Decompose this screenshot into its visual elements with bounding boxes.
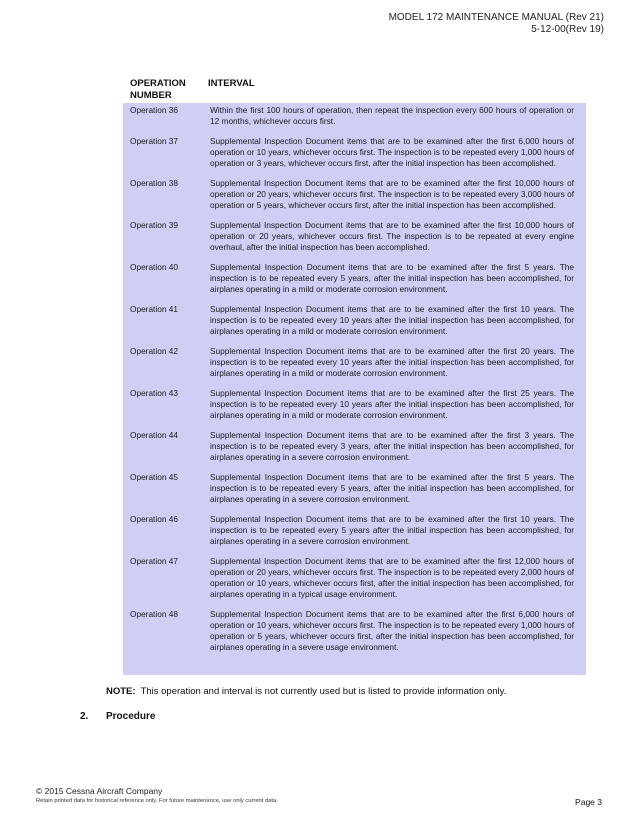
- disclaimer: Retain printed data for historical reference only. For future maintenance, use only current data.: [36, 798, 278, 804]
- operation-number: Operation 41: [130, 304, 178, 314]
- operation-number: Operation 37: [130, 136, 178, 146]
- table-row: [130, 556, 574, 600]
- operations-table: [123, 103, 586, 675]
- table-row: [130, 136, 574, 169]
- table-row: [130, 178, 574, 211]
- operation-number: Operation 42: [130, 346, 178, 356]
- table-row: [130, 346, 574, 379]
- operation-header-line2: NUMBER: [130, 89, 172, 101]
- table-row: [130, 514, 574, 547]
- operation-number: Operation 45: [130, 472, 178, 482]
- interval-text: Within the first 100 hours of operation, then repeat the inspection every 600 hours of operation or 12 months, whichever occurs first.: [210, 105, 574, 126]
- operation-number-header: [130, 78, 208, 101]
- table-row: [130, 304, 574, 337]
- interval-text: Supplemental Inspection Document items that are to be examined after the first 10 years. The inspection is to be repeated every 5 years after the initial inspection has been accomplished, for airplanes operating in a severe corrosion environment.: [210, 514, 574, 546]
- interval-text: Supplemental Inspection Document items that are to be examined after the first 5 years. The inspection is to be repeated every 5 years, after the initial inspection has been accomplished, for airplanes operating in a severe corrosion environment.: [210, 472, 574, 504]
- interval-text: Supplemental Inspection Document items that are to be examined after the first 5 years. The inspection is to be repeated every 5 years, after the initial inspection has been accomplished, for airplanes operating in a mild or moderate corrosion environment.: [210, 262, 574, 294]
- operation-number: Operation 40: [130, 262, 178, 272]
- page-header: [389, 12, 604, 36]
- operation-number: Operation 47: [130, 556, 178, 566]
- interval-text: Supplemental Inspection Document items that are to be examined after the first 10,000 hours of operation or 20 years, whichever occurs first. The inspection is to be repeated every 3,000 hours of operation or 5 years, whichever occurs first, after the initial inspection has been accomplished.: [210, 178, 574, 210]
- note-text: This operation and interval is not currently used but is listed to provide information only.: [140, 686, 507, 697]
- procedure-number: 2.: [80, 711, 89, 722]
- interval-text: Supplemental Inspection Document items that are to be examined after the first 25 years. The inspection is to be repeated every 10 years after the initial inspection has been accomplished, for airplanes operating in a mild or moderate corrosion environment.: [210, 388, 574, 420]
- note: [106, 686, 506, 697]
- interval-text: Supplemental Inspection Document items that are to be examined after the first 6,000 hours of operation or 10 years, whichever occurs first. The inspection is to be repeated every 1,000 hours of operation or 3 years, whichever occurs first, after the initial inspection has been accomplished.: [210, 136, 574, 168]
- interval-text: Supplemental Inspection Document items that are to be examined after the first 10,000 hours of operation or 20 years, whichever occurs first. The inspection is to be repeated at every engine overhaul, after the initial inspection has been accomplished.: [210, 220, 574, 252]
- procedure-heading: [80, 711, 155, 722]
- table-header: [130, 78, 586, 101]
- table-row: [130, 388, 574, 421]
- note-label: NOTE:: [106, 686, 136, 697]
- procedure-title: Procedure: [106, 711, 156, 722]
- interval-text: Supplemental Inspection Document items that are to be examined after the first 3 years. The inspection is to be repeated every 3 years, after the initial inspection has been accomplished, for airplanes operating in a severe corrosion environment.: [210, 430, 574, 462]
- table-row: [130, 609, 574, 653]
- operation-header-line1: OPERATION: [130, 78, 186, 89]
- table-row: [130, 262, 574, 295]
- operation-number: Operation 39: [130, 220, 178, 230]
- table-row: [130, 430, 574, 463]
- operation-number: Operation 44: [130, 430, 178, 440]
- interval-header: INTERVAL: [208, 78, 255, 89]
- operation-number: Operation 43: [130, 388, 178, 398]
- page-footer: [36, 786, 602, 807]
- table-row: [130, 472, 574, 505]
- operation-number: Operation 48: [130, 609, 178, 619]
- operation-number: Operation 46: [130, 514, 178, 524]
- interval-text: Supplemental Inspection Document items that are to be examined after the first 20 years. The inspection is to be repeated every 10 years after the initial inspection has been accomplished, for airplanes operating in a mild or moderate corrosion environment.: [210, 346, 574, 378]
- interval-text: Supplemental Inspection Document items that are to be examined after the first 6,000 hours of operation or 10 years, whichever occurs first. The inspection is to be repeated every 1,000 hours of operation or 5 years, whichever occurs first, after the initial inspection has been accomplished, for airplanes operating in a severe usage environment.: [210, 609, 574, 652]
- interval-text: Supplemental Inspection Document items that are to be examined after the first 12,000 hours of operation or 20 years, whichever occurs first. The inspection is to be repeated every 2,000 hours of operation or 10 years, whichever occurs first, after the initial inspection has been accomplished, for airplanes operating in a typical usage environment.: [210, 556, 574, 599]
- operation-number: Operation 38: [130, 178, 178, 188]
- table-row: [130, 220, 574, 253]
- interval-text: Supplemental Inspection Document items that are to be examined after the first 10 years. The inspection is to be repeated every 10 years after the initial inspection has been accomplished, for airplanes operating in a mild or moderate corrosion environment.: [210, 304, 574, 336]
- page-number: Page 3: [575, 797, 602, 807]
- section-revision: 5-12-00(Rev 19): [531, 24, 604, 35]
- operation-number: Operation 36: [130, 105, 178, 115]
- table-row: [130, 105, 574, 127]
- manual-title: MODEL 172 MAINTENANCE MANUAL (Rev 21): [388, 12, 604, 23]
- copyright: © 2015 Cessna Aircraft Company: [36, 786, 163, 796]
